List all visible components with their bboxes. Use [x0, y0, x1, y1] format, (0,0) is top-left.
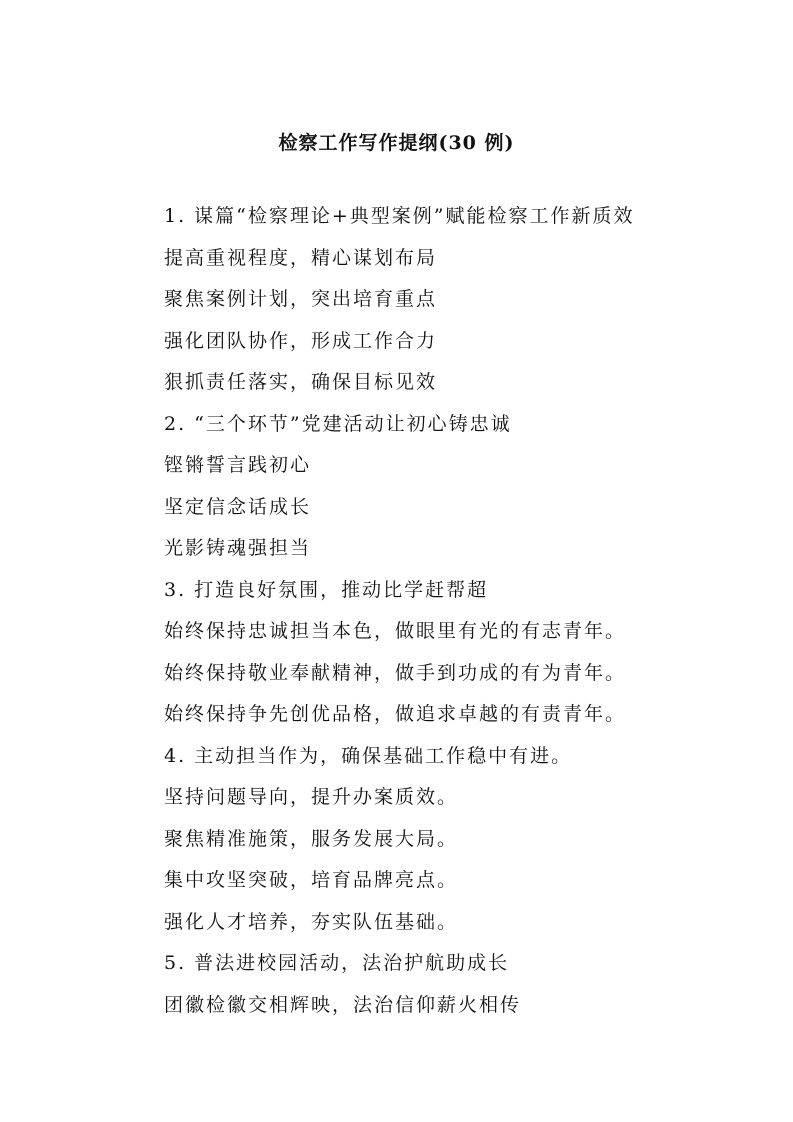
section-heading-3: 3. 打造良好氛围，推动比学赶帮超 [164, 578, 489, 601]
paragraph-line: 坚持问题导向，提升办案质效。 [164, 786, 459, 808]
paragraph-line: 坚定信念话成长 [164, 495, 312, 518]
paragraph-line: 铿锵誓言践初心 [164, 454, 312, 476]
paragraph-line: 团徽检徽交相辉映，法治信仰薪火相传 [164, 993, 522, 1016]
paragraph-line: 强化人才培养，夯实队伍基础。 [164, 910, 459, 933]
section-heading-5: 5. 普法进校园活动，法治护航助成长 [164, 952, 510, 974]
paragraph-line: 强化团队协作，形成工作合力 [164, 329, 438, 352]
paragraph-line: 始终保持敬业奉献精神，做手到功成的有为青年。 [164, 661, 627, 684]
section-heading-4: 4. 主动担当作为，确保基础工作稳中有进。 [164, 744, 573, 767]
paragraph-line: 狠抓责任落实，确保目标见效 [164, 371, 438, 393]
paragraph-line: 始终保持忠诚担当本色，做眼里有光的有志青年。 [164, 620, 627, 642]
paragraph-line: 聚焦精准施策，服务发展大局。 [164, 827, 459, 850]
section-heading-2: 2. “三个环节”党建活动让初心铸忠诚 [164, 412, 512, 435]
section-heading-1: 1. 谋篇“检察理论+典型案例”赋能检察工作新质效 [164, 205, 635, 227]
paragraph-line: 提高重视程度，精心谋划布局 [164, 246, 438, 269]
paragraph-line: 集中攻坚突破，培育品牌亮点。 [164, 869, 459, 891]
document-title: 检察工作写作提纲(30 例) [278, 132, 515, 154]
document-body [164, 196, 724, 1026]
paragraph-line: 聚焦案例计划，突出培育重点 [164, 288, 438, 310]
paragraph-line: 光影铸魂强担当 [164, 537, 312, 559]
paragraph-line: 始终保持争先创优品格，做追求卓越的有责青年。 [164, 703, 627, 725]
